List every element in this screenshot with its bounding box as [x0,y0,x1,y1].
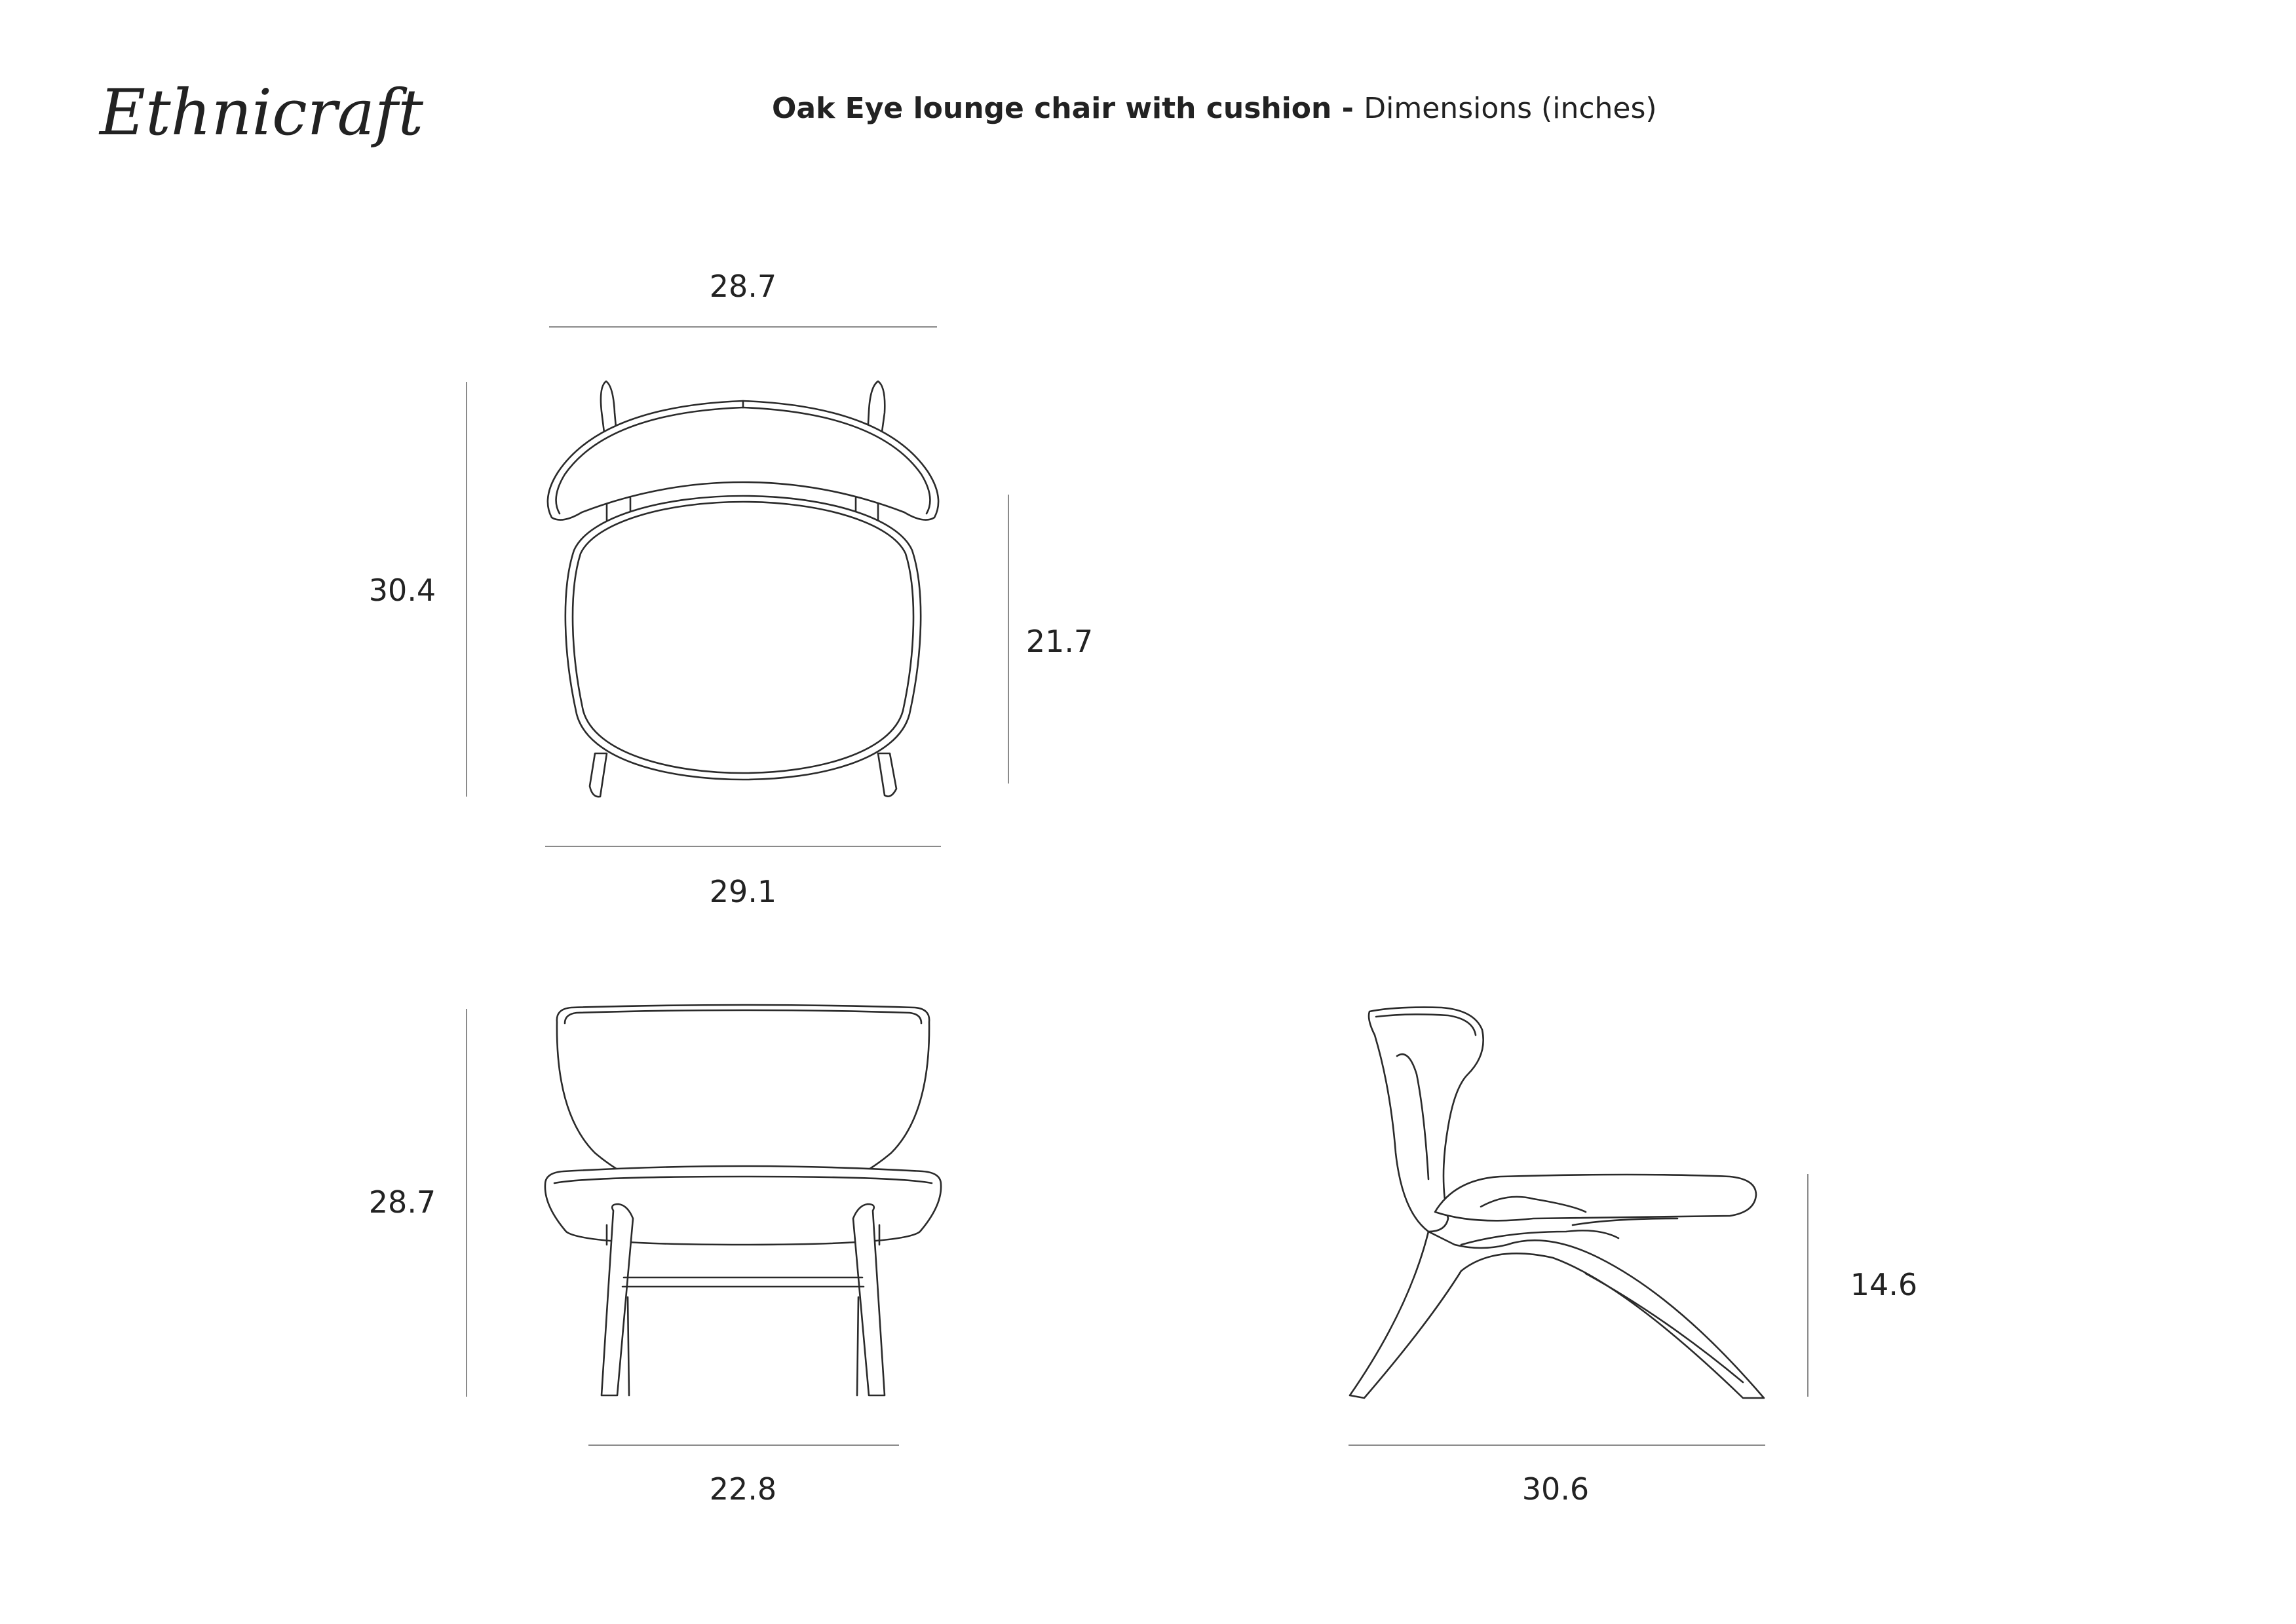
front-seat [545,1166,941,1245]
front-view [467,1005,941,1445]
page-title [772,92,1657,125]
top-front-leg-left [590,753,607,797]
title-separator: - [1331,92,1364,125]
ethnicraft-logo: Ethnicraft [100,76,424,149]
product-name: Oak Eye lounge chair with cushion [772,92,1332,125]
top-seat-cushion [565,496,921,780]
top-view [467,327,1008,846]
side-frame-legs [1350,1232,1764,1398]
label-front-height: 28.7 [368,1184,436,1220]
top-front-leg-right [878,753,896,797]
label-front-width: 22.8 [709,1471,777,1507]
label-top-seat-depth: 21.7 [1025,624,1094,659]
side-seat-cushion [1435,1175,1756,1220]
label-top-depth: 30.4 [368,573,436,608]
title-subtitle: Dimensions (inches) [1364,92,1657,125]
label-side-depth: 30.6 [1521,1471,1590,1507]
label-side-seat-height: 14.6 [1850,1267,1918,1302]
label-top-width: 28.7 [709,269,777,304]
label-top-bottom-width: 29.1 [709,874,777,909]
side-view [1349,1008,1808,1445]
